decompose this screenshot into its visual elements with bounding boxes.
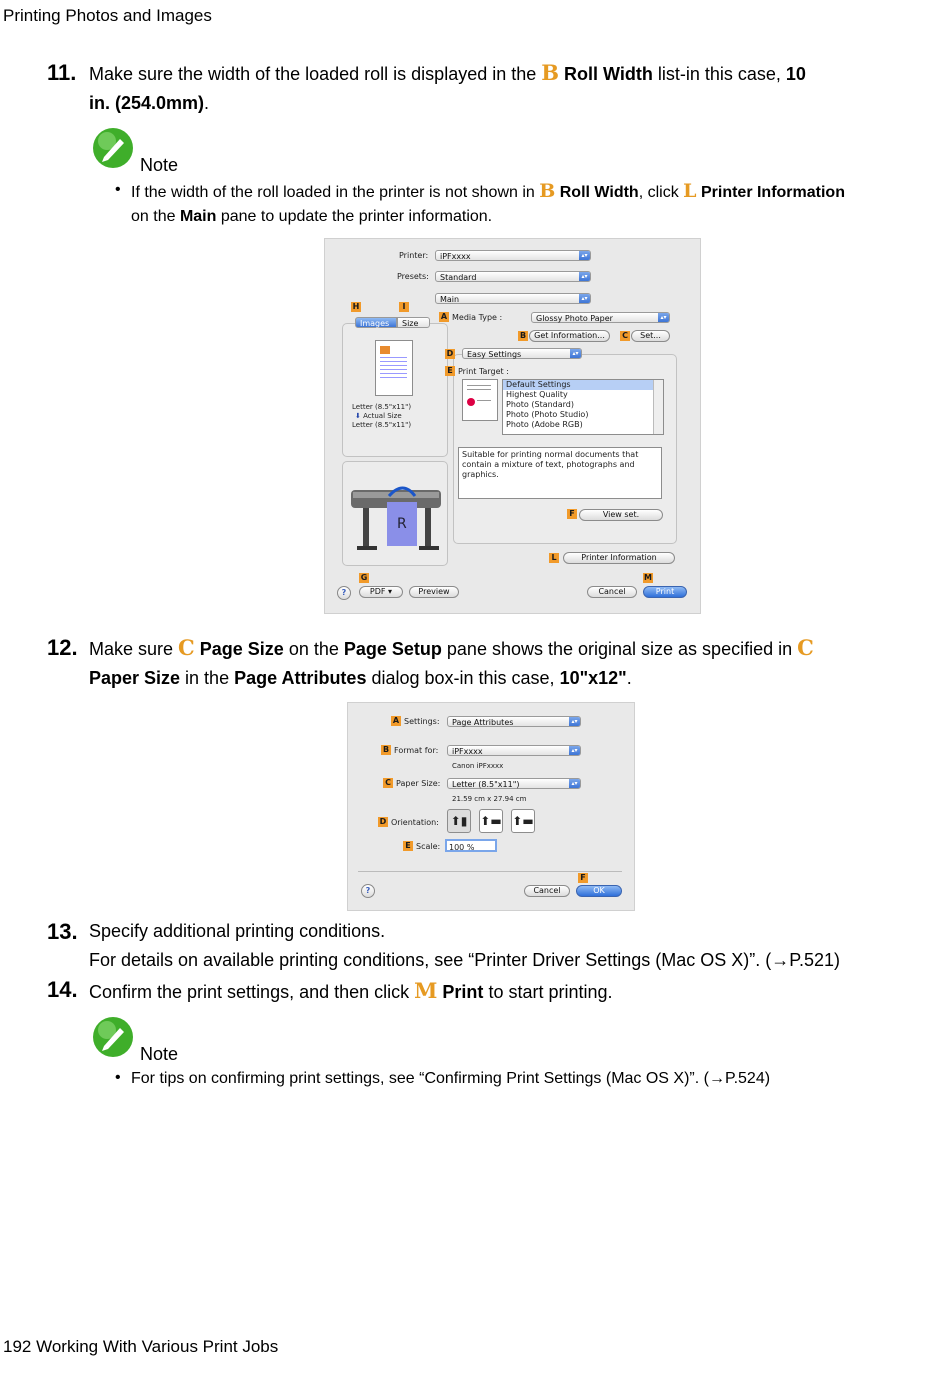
text-run: Specify additional printing conditions. <box>89 921 386 941</box>
printer-value: iPFxxxx <box>440 252 471 261</box>
bullet: • <box>115 1069 121 1086</box>
text-run: Confirm the print settings, and then click <box>89 982 415 1002</box>
callout-tag-b: B <box>519 331 527 340</box>
landscape-icon: ⬆▬ <box>480 814 502 828</box>
bold-term: Roll Width <box>564 64 653 84</box>
target-thumbnail <box>462 379 498 421</box>
step-number: 12. <box>47 635 78 660</box>
label-letter: B <box>539 180 556 202</box>
orientation-label: Orientation: <box>391 818 439 827</box>
text-run: on the <box>283 639 344 659</box>
tab-size[interactable] <box>397 317 430 328</box>
select-arrow-icon: ▴▾ <box>579 251 590 260</box>
text-run: . <box>626 668 632 688</box>
bullet: • <box>115 181 121 198</box>
step-number: 11. <box>47 60 77 85</box>
note-title: Note <box>140 1044 179 1064</box>
callout-tag-i: I <box>399 302 409 312</box>
orientation-reverse-button[interactable] <box>511 809 535 833</box>
media-type-label: Media Type : <box>452 313 503 322</box>
presets-select[interactable] <box>435 271 591 282</box>
text-run: . <box>204 93 210 113</box>
bold-term: Roll Width <box>559 184 639 201</box>
callout-tag-f: F <box>578 873 588 883</box>
printer-label: Printer: <box>399 251 429 260</box>
step-number: 14. <box>47 977 78 1002</box>
settings-value: Page Attributes <box>452 718 514 727</box>
settings-label: Settings: <box>404 717 440 726</box>
format-label: Format for: <box>394 746 439 755</box>
printer-select[interactable] <box>435 250 591 261</box>
cancel-button[interactable] <box>524 885 570 897</box>
note-text <box>131 179 921 229</box>
print-target-label: Print Target : <box>458 367 509 376</box>
pdf-button[interactable] <box>359 586 403 598</box>
page-attributes-screenshot <box>347 702 635 911</box>
callout-tag-d: D <box>379 817 387 826</box>
bold-value: 10"x12" <box>559 668 627 688</box>
note-text: For tips on confirming print settings, see “Confirming Print Settings (Mac OS X)”. (→P.524) <box>131 1070 771 1087</box>
select-arrow-icon: ▴▾ <box>569 746 580 755</box>
label-letter: C <box>178 635 195 660</box>
button-label: OK <box>593 886 605 895</box>
select-arrow-icon: ▴▾ <box>569 717 580 726</box>
format-select[interactable] <box>447 745 581 756</box>
page-footer: 192 Working With Various Print Jobs <box>3 1337 279 1356</box>
svg-text:R: R <box>397 516 407 532</box>
scale-label: Scale: <box>416 842 441 851</box>
button-label: Print <box>655 587 675 596</box>
text-run: pane to update the printer information. <box>216 208 493 225</box>
bold-term: Main <box>179 208 217 225</box>
page-header: Printing Photos and Images <box>3 6 212 25</box>
bold-term: Page Setup <box>343 639 442 659</box>
pane-select[interactable] <box>435 293 591 304</box>
print-target-item[interactable]: Default Settings <box>503 380 653 390</box>
note-icon <box>92 1016 134 1063</box>
callout-tag-l: L <box>549 553 559 563</box>
format-subtitle: Canon iPFxxxx <box>452 762 504 770</box>
print-target-list[interactable] <box>502 379 664 435</box>
portrait-icon: ⬆▮ <box>450 814 468 828</box>
callout-tag-d: D <box>446 349 454 358</box>
easy-settings-select[interactable] <box>462 348 582 359</box>
label-letter: C <box>797 635 814 660</box>
actual-size-line <box>355 412 402 420</box>
print-target-item[interactable]: Photo (Standard) <box>506 400 574 409</box>
text-run: in the <box>180 668 235 688</box>
thumbnail-line <box>380 373 407 374</box>
cancel-button[interactable] <box>587 586 637 598</box>
size-line: Letter (8.5"x11") <box>352 403 412 411</box>
orientation-portrait-button[interactable] <box>447 809 471 833</box>
note-title: Note <box>140 155 179 175</box>
thumbnail-line <box>477 400 491 401</box>
thumbnail-line <box>380 361 407 362</box>
bold-term: Paper Size <box>89 668 181 688</box>
tab-label: Images <box>360 319 390 328</box>
thumbnail-line <box>380 357 407 358</box>
button-label: Cancel <box>598 587 626 596</box>
scrollbar[interactable] <box>653 380 663 434</box>
select-arrow-icon: ▴▾ <box>579 272 590 281</box>
reverse-landscape-icon: ⬆▬ <box>512 814 534 828</box>
arrow-down-icon: ⬇ <box>355 412 361 420</box>
preview-button[interactable] <box>409 586 459 598</box>
label-letter: L <box>683 180 697 202</box>
bold-value: 10 <box>785 64 806 84</box>
button-label: PDF ▾ <box>369 587 393 596</box>
help-button[interactable]: ? <box>361 884 375 898</box>
print-target-item[interactable]: Photo (Photo Studio) <box>506 410 589 419</box>
callout-tag-c: C <box>383 778 393 788</box>
step-text <box>89 58 889 118</box>
paper-size-subtitle: 21.59 cm x 27.94 cm <box>452 795 527 803</box>
bold-term: Printer Information <box>700 184 845 201</box>
note-icon <box>92 127 134 174</box>
media-type-value: Glossy Photo Paper <box>536 314 613 323</box>
paper-size-select[interactable] <box>447 778 581 789</box>
thumbnail-image <box>467 398 475 406</box>
select-arrow-icon: ▴▾ <box>570 349 581 358</box>
description-text: Suitable for printing normal documents that contain a mixture of text, photographs and graphics. <box>462 450 639 479</box>
size-line: Letter (8.5"x11") <box>352 421 412 429</box>
paper-size-value: Letter (8.5"x11") <box>452 780 520 789</box>
text-run: on the <box>131 208 180 225</box>
button-label: Cancel <box>533 886 561 895</box>
callout-tag-m: M <box>644 573 652 582</box>
target-list-items <box>503 380 663 430</box>
bold-value: in. (254.0mm) <box>89 93 205 113</box>
callout-tag-h: H <box>352 302 360 311</box>
view-set-button[interactable] <box>579 509 663 521</box>
get-information-button[interactable] <box>529 330 610 342</box>
callout-tag-c: C <box>620 331 630 341</box>
button-label: Set... <box>640 331 661 340</box>
bold-term: Print <box>442 982 484 1002</box>
bold-term: Page Size <box>199 639 284 659</box>
step-number: 13. <box>47 919 78 944</box>
media-type-select[interactable] <box>531 312 670 323</box>
format-value: iPFxxxx <box>452 747 483 756</box>
printer-illustration-icon <box>343 462 447 565</box>
easy-settings-value: Easy Settings <box>467 350 522 359</box>
actual-size-text: Actual Size <box>363 412 402 420</box>
button-label: Preview <box>418 587 450 596</box>
paper-size-label: Paper Size: <box>396 779 441 788</box>
step-text <box>89 976 929 1007</box>
label-letter: M <box>414 978 438 1003</box>
ok-button[interactable] <box>576 885 622 897</box>
text-run: to start printing. <box>483 982 613 1002</box>
text-run: If the width of the roll loaded in the printer is not shown in <box>131 184 540 201</box>
text-run: For details on available printing conditions, see “Printer Driver Settings (Mac OS X)”. (→P.521) <box>89 950 840 970</box>
presets-label: Presets: <box>397 272 429 281</box>
bold-term: Page Attributes <box>234 668 367 688</box>
settings-select[interactable] <box>447 716 581 727</box>
scale-value: 100 % <box>449 843 475 852</box>
button-label: Get Information... <box>534 331 605 340</box>
label-letter: B <box>541 60 560 85</box>
button-label: View set. <box>602 510 640 519</box>
callout-tag-a: A <box>440 312 448 321</box>
step-text <box>89 917 929 975</box>
printer-image-panel <box>342 461 448 566</box>
print-dialog-screenshot <box>324 238 701 614</box>
text-run: Make sure <box>89 639 179 659</box>
set-button[interactable] <box>631 330 670 342</box>
thumbnail-line <box>467 389 491 390</box>
orientation-landscape-button[interactable] <box>479 809 503 833</box>
thumbnail-line <box>380 365 407 366</box>
callout-tag-e: E <box>403 841 413 851</box>
help-button[interactable]: ? <box>337 586 351 600</box>
text-run: , click <box>638 184 684 201</box>
print-button[interactable] <box>643 586 687 598</box>
text-run: pane shows the original size as specified in <box>441 639 798 659</box>
thumbnail-line <box>380 377 407 378</box>
page-preview <box>375 340 413 396</box>
text-run: Make sure the width of the loaded roll is displayed in the <box>89 64 542 84</box>
thumbnail-image <box>380 346 390 354</box>
step-text <box>89 633 919 693</box>
presets-value: Standard <box>440 273 477 282</box>
button-label: Printer Information <box>581 553 657 562</box>
callout-tag-b: B <box>382 745 390 754</box>
tab-images[interactable] <box>355 317 397 328</box>
divider <box>358 871 622 872</box>
thumbnail-line <box>467 385 491 386</box>
printer-information-button[interactable] <box>563 552 675 564</box>
callout-tag-g: G <box>360 573 368 582</box>
scale-input[interactable] <box>445 839 497 852</box>
callout-tag-e: E <box>445 366 455 376</box>
text-run: dialog box-in this case, <box>366 668 560 688</box>
select-arrow-icon: ▴▾ <box>569 779 580 788</box>
print-target-item[interactable]: Photo (Adobe RGB) <box>506 420 583 429</box>
thumbnail-line <box>380 369 407 370</box>
print-target-item[interactable]: Highest Quality <box>506 390 568 399</box>
select-arrow-icon: ▴▾ <box>658 313 669 322</box>
description-box <box>458 447 662 499</box>
pane-value: Main <box>440 295 460 304</box>
select-arrow-icon: ▴▾ <box>579 294 590 303</box>
tab-label: Size <box>402 319 419 328</box>
callout-tag-f: F <box>567 509 577 519</box>
text-run: list-in this case, <box>652 64 786 84</box>
callout-tag-a: A <box>392 716 400 725</box>
